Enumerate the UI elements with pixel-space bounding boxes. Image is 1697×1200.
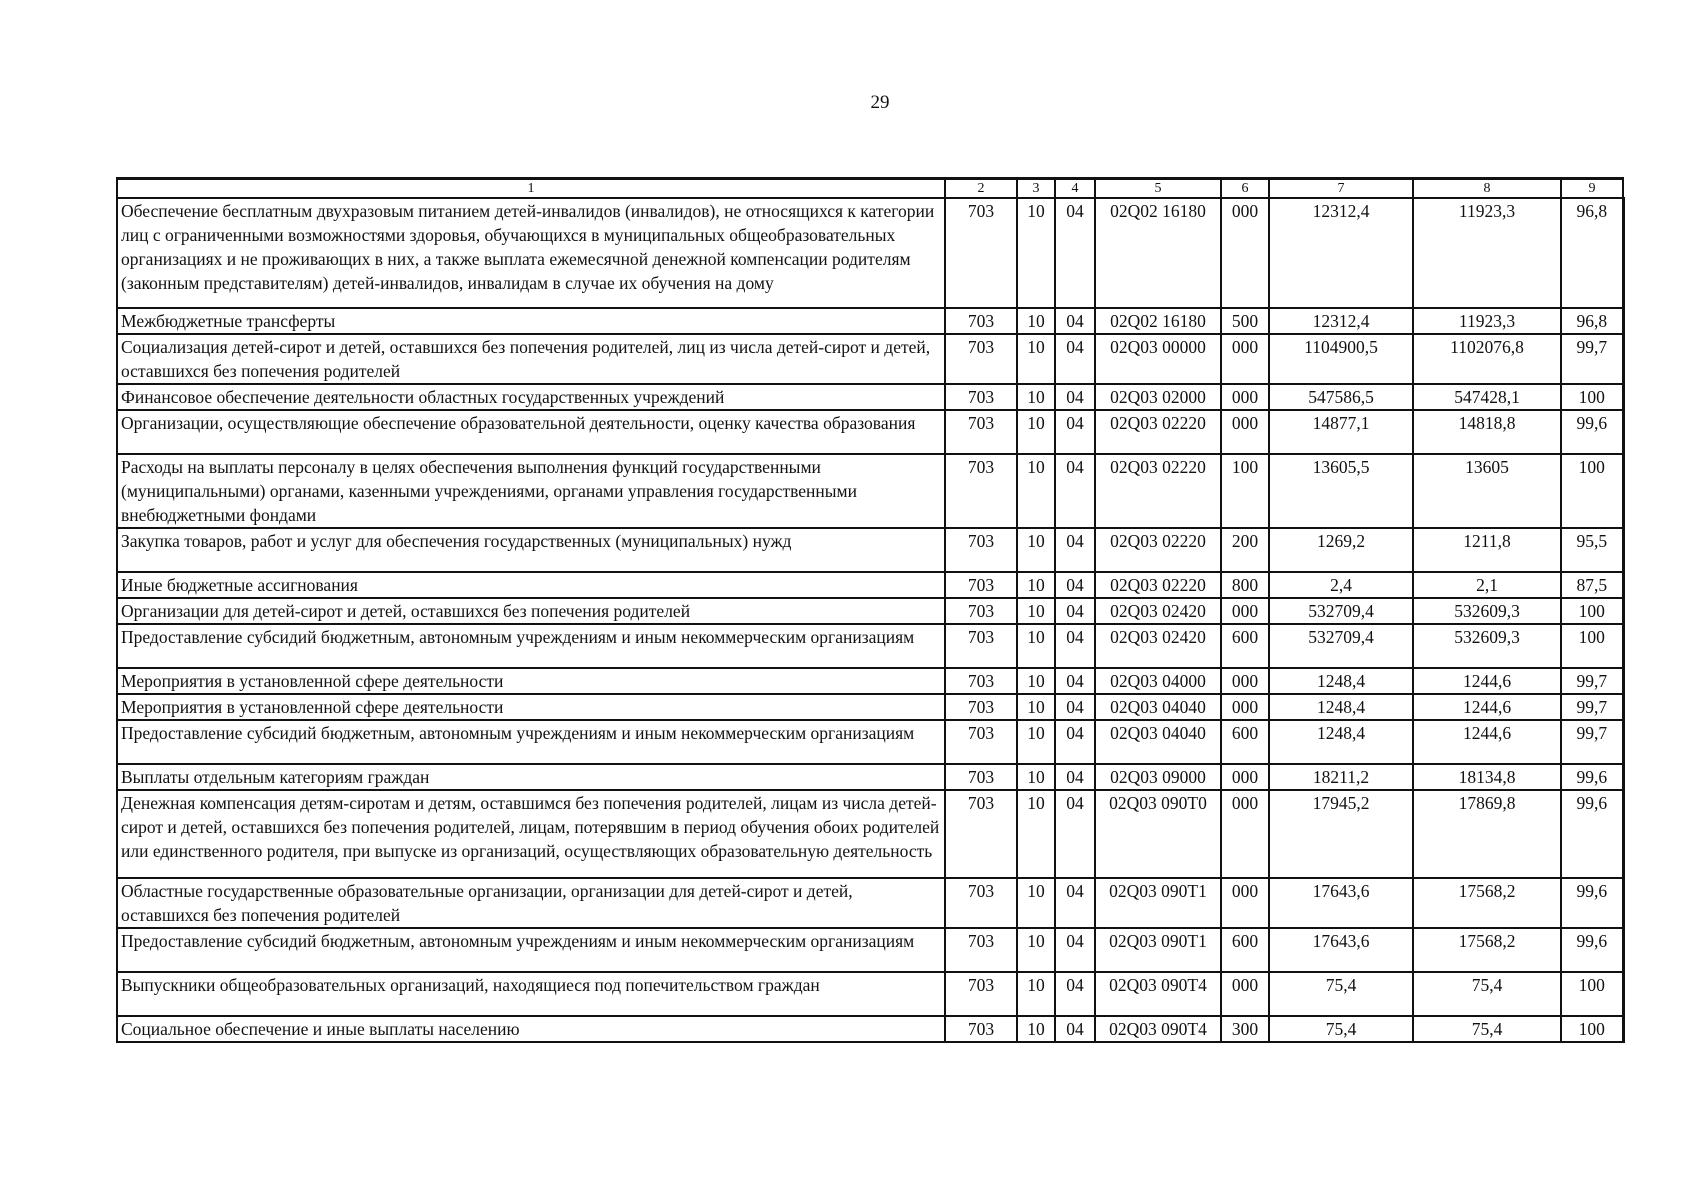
row-description: Обеспечение бесплатным двухразовым питанием детей-инвалидов (инвалидов), не относящихся к категории лиц с ограниченными возможностями здоровья, обучающихся в муниципальных общеобразовательных организациях и не проживающих в них, а также выплата ежемесячной денежной компенсации родителям (законным представителям) детей-инвалидов, инвалидам в случае их обучения на дому [117,198,945,308]
table-row [117,384,1623,410]
cell-expense-type: 800 [1221,572,1269,598]
cell-code-4: 04 [1055,1016,1095,1042]
cell-code-3: 10 [1017,624,1055,668]
cell-code-3: 10 [1017,972,1055,1016]
cell-target-code: 02Q03 090T4 [1095,1016,1221,1042]
cell-code-4: 04 [1055,198,1095,308]
cell-code-2: 703 [945,1016,1017,1042]
table-row [117,878,1623,928]
column-header: 2 [945,179,1017,199]
cell-planned: 17945,2 [1269,790,1413,878]
column-header: 4 [1055,179,1095,199]
cell-code-4: 04 [1055,790,1095,878]
table-row [117,624,1623,668]
cell-code-4: 04 [1055,308,1095,334]
table-row [117,598,1623,624]
cell-planned: 14877,1 [1269,410,1413,454]
cell-code-3: 10 [1017,334,1055,384]
cell-executed: 13605 [1413,454,1561,528]
cell-code-4: 04 [1055,972,1095,1016]
cell-code-2: 703 [945,694,1017,720]
cell-code-4: 04 [1055,572,1095,598]
cell-code-4: 04 [1055,928,1095,972]
cell-code-3: 10 [1017,878,1055,928]
cell-expense-type: 100 [1221,454,1269,528]
cell-executed: 1244,6 [1413,720,1561,764]
cell-percent: 99,7 [1561,720,1623,764]
cell-code-3: 10 [1017,720,1055,764]
cell-code-3: 10 [1017,928,1055,972]
cell-code-3: 10 [1017,668,1055,694]
cell-code-2: 703 [945,528,1017,572]
cell-planned: 1248,4 [1269,668,1413,694]
cell-percent: 99,7 [1561,668,1623,694]
cell-percent: 99,7 [1561,334,1623,384]
cell-code-2: 703 [945,720,1017,764]
cell-percent: 100 [1561,1016,1623,1042]
row-description: Расходы на выплаты персоналу в целях обеспечения выполнения функций государственными (муниципальными) органами, казенными учреждениями, органами управления государственными внебюджетными фондами [117,454,945,528]
cell-target-code: 02Q03 090T1 [1095,928,1221,972]
cell-expense-type: 600 [1221,624,1269,668]
cell-percent: 99,6 [1561,928,1623,972]
cell-expense-type: 000 [1221,198,1269,308]
cell-code-2: 703 [945,334,1017,384]
cell-executed: 11923,3 [1413,308,1561,334]
cell-planned: 75,4 [1269,1016,1413,1042]
cell-executed: 547428,1 [1413,384,1561,410]
cell-expense-type: 000 [1221,694,1269,720]
cell-expense-type: 500 [1221,308,1269,334]
cell-executed: 75,4 [1413,972,1561,1016]
cell-target-code: 02Q03 02220 [1095,410,1221,454]
cell-target-code: 02Q03 04000 [1095,668,1221,694]
row-description: Мероприятия в установленной сфере деятельности [117,668,945,694]
cell-expense-type: 000 [1221,972,1269,1016]
table-row [117,928,1623,972]
cell-planned: 17643,6 [1269,928,1413,972]
cell-executed: 75,4 [1413,1016,1561,1042]
cell-executed: 532609,3 [1413,624,1561,668]
cell-expense-type: 000 [1221,334,1269,384]
column-header: 1 [117,179,945,199]
cell-code-4: 04 [1055,720,1095,764]
cell-code-3: 10 [1017,764,1055,790]
cell-expense-type: 600 [1221,928,1269,972]
cell-percent: 96,8 [1561,308,1623,334]
cell-code-2: 703 [945,598,1017,624]
cell-planned: 1248,4 [1269,694,1413,720]
cell-code-4: 04 [1055,454,1095,528]
table-row [117,720,1623,764]
cell-code-2: 703 [945,668,1017,694]
cell-planned: 532709,4 [1269,624,1413,668]
cell-target-code: 02Q03 02220 [1095,572,1221,598]
cell-code-3: 10 [1017,384,1055,410]
column-header: 5 [1095,179,1221,199]
cell-code-2: 703 [945,198,1017,308]
header-row [117,179,1623,199]
cell-code-3: 10 [1017,1016,1055,1042]
cell-code-4: 04 [1055,624,1095,668]
page-number: 29 [870,92,890,113]
cell-code-3: 10 [1017,308,1055,334]
cell-target-code: 02Q03 090T4 [1095,972,1221,1016]
row-description: Социализация детей-сирот и детей, оставшихся без попечения родителей, лиц из числа детей-сирот и детей, оставшихся без попечения родителей [117,334,945,384]
cell-code-2: 703 [945,764,1017,790]
row-description: Организации, осуществляющие обеспечение образовательной деятельности, оценку качества образования [117,410,945,454]
cell-planned: 1248,4 [1269,720,1413,764]
row-description: Социальное обеспечение и иные выплаты населению [117,1016,945,1042]
cell-executed: 2,1 [1413,572,1561,598]
row-description: Выплаты отдельным категориям граждан [117,764,945,790]
row-description: Межбюджетные трансферты [117,308,945,334]
cell-percent: 99,6 [1561,410,1623,454]
cell-expense-type: 000 [1221,878,1269,928]
cell-code-2: 703 [945,878,1017,928]
cell-percent: 99,6 [1561,790,1623,878]
cell-percent: 99,6 [1561,764,1623,790]
cell-target-code: 02Q02 16180 [1095,308,1221,334]
cell-code-4: 04 [1055,694,1095,720]
cell-executed: 1244,6 [1413,668,1561,694]
cell-code-4: 04 [1055,764,1095,790]
cell-expense-type: 300 [1221,1016,1269,1042]
cell-code-2: 703 [945,928,1017,972]
cell-code-2: 703 [945,454,1017,528]
cell-code-3: 10 [1017,572,1055,598]
cell-percent: 100 [1561,454,1623,528]
table-row [117,572,1623,598]
cell-executed: 17568,2 [1413,928,1561,972]
row-description: Предоставление субсидий бюджетным, автономным учреждениям и иным некоммерческим организациям [117,720,945,764]
row-description: Денежная компенсация детям-сиротам и детям, оставшимся без попечения родителей, лицам из числа детей-сирот и детей, оставшихся без попечения родителей, лицам, потерявшим в период обучения обоих родителей или единственного родителя, при выпуске из организаций, осуществляющих образовательную деятельность [117,790,945,878]
table-row [117,1016,1623,1042]
row-description: Выпускники общеобразовательных организаций, находящиеся под попечительством граждан [117,972,945,1016]
cell-target-code: 02Q03 09000 [1095,764,1221,790]
cell-executed: 532609,3 [1413,598,1561,624]
cell-code-2: 703 [945,790,1017,878]
table-row [117,334,1623,384]
cell-code-2: 703 [945,308,1017,334]
cell-expense-type: 000 [1221,384,1269,410]
cell-code-3: 10 [1017,198,1055,308]
cell-executed: 14818,8 [1413,410,1561,454]
cell-target-code: 02Q03 090T1 [1095,878,1221,928]
table-row [117,528,1623,572]
table-body [117,179,1623,1043]
cell-planned: 17643,6 [1269,878,1413,928]
cell-target-code: 02Q02 16180 [1095,198,1221,308]
cell-code-3: 10 [1017,454,1055,528]
cell-code-4: 04 [1055,528,1095,572]
cell-target-code: 02Q03 02420 [1095,598,1221,624]
cell-code-4: 04 [1055,668,1095,694]
cell-target-code: 02Q03 04040 [1095,720,1221,764]
column-header: 3 [1017,179,1055,199]
cell-expense-type: 000 [1221,764,1269,790]
cell-target-code: 02Q03 00000 [1095,334,1221,384]
cell-percent: 100 [1561,384,1623,410]
budget-table [116,177,1625,1043]
cell-code-2: 703 [945,384,1017,410]
cell-planned: 18211,2 [1269,764,1413,790]
cell-code-4: 04 [1055,410,1095,454]
cell-expense-type: 000 [1221,598,1269,624]
cell-code-4: 04 [1055,384,1095,410]
cell-percent: 87,5 [1561,572,1623,598]
cell-planned: 2,4 [1269,572,1413,598]
row-description: Предоставление субсидий бюджетным, автономным учреждениям и иным некоммерческим организациям [117,624,945,668]
cell-code-4: 04 [1055,878,1095,928]
cell-percent: 100 [1561,598,1623,624]
cell-planned: 1104900,5 [1269,334,1413,384]
table-row [117,972,1623,1016]
table-row [117,308,1623,334]
cell-expense-type: 200 [1221,528,1269,572]
cell-target-code: 02Q03 04040 [1095,694,1221,720]
cell-expense-type: 000 [1221,668,1269,694]
cell-code-2: 703 [945,624,1017,668]
cell-code-2: 703 [945,972,1017,1016]
cell-expense-type: 000 [1221,790,1269,878]
cell-target-code: 02Q03 090T0 [1095,790,1221,878]
cell-planned: 13605,5 [1269,454,1413,528]
cell-executed: 18134,8 [1413,764,1561,790]
cell-code-4: 04 [1055,334,1095,384]
cell-percent: 99,7 [1561,694,1623,720]
cell-expense-type: 000 [1221,410,1269,454]
row-description: Иные бюджетные ассигнования [117,572,945,598]
row-description: Предоставление субсидий бюджетным, автономным учреждениям и иным некоммерческим организациям [117,928,945,972]
cell-executed: 11923,3 [1413,198,1561,308]
column-header: 8 [1413,179,1561,199]
cell-planned: 1269,2 [1269,528,1413,572]
column-header: 6 [1221,179,1269,199]
row-description: Финансовое обеспечение деятельности областных государственных учреждений [117,384,945,410]
cell-code-2: 703 [945,572,1017,598]
cell-executed: 1244,6 [1413,694,1561,720]
cell-code-3: 10 [1017,528,1055,572]
cell-code-3: 10 [1017,694,1055,720]
cell-executed: 17568,2 [1413,878,1561,928]
table-row [117,790,1623,878]
cell-percent: 95,5 [1561,528,1623,572]
cell-code-3: 10 [1017,790,1055,878]
cell-expense-type: 600 [1221,720,1269,764]
row-description: Мероприятия в установленной сфере деятельности [117,694,945,720]
cell-code-3: 10 [1017,410,1055,454]
table-row [117,454,1623,528]
cell-percent: 99,6 [1561,878,1623,928]
table-row [117,764,1623,790]
column-header: 9 [1561,179,1623,199]
cell-percent: 100 [1561,624,1623,668]
cell-code-4: 04 [1055,598,1095,624]
cell-planned: 12312,4 [1269,308,1413,334]
cell-percent: 100 [1561,972,1623,1016]
table-row [117,198,1623,308]
cell-target-code: 02Q03 02000 [1095,384,1221,410]
cell-target-code: 02Q03 02220 [1095,528,1221,572]
cell-executed: 17869,8 [1413,790,1561,878]
cell-code-2: 703 [945,410,1017,454]
cell-code-3: 10 [1017,598,1055,624]
table-row [117,410,1623,454]
cell-planned: 75,4 [1269,972,1413,1016]
row-description: Областные государственные образовательные организации, организации для детей-сирот и детей, оставшихся без попечения родителей [117,878,945,928]
cell-planned: 532709,4 [1269,598,1413,624]
table-row [117,694,1623,720]
cell-planned: 12312,4 [1269,198,1413,308]
cell-target-code: 02Q03 02420 [1095,624,1221,668]
cell-percent: 96,8 [1561,198,1623,308]
row-description: Закупка товаров, работ и услуг для обеспечения государственных (муниципальных) нужд [117,528,945,572]
cell-executed: 1211,8 [1413,528,1561,572]
column-header: 7 [1269,179,1413,199]
cell-target-code: 02Q03 02220 [1095,454,1221,528]
row-description: Организации для детей-сирот и детей, оставшихся без попечения родителей [117,598,945,624]
cell-planned: 547586,5 [1269,384,1413,410]
table-row [117,668,1623,694]
cell-executed: 1102076,8 [1413,334,1561,384]
